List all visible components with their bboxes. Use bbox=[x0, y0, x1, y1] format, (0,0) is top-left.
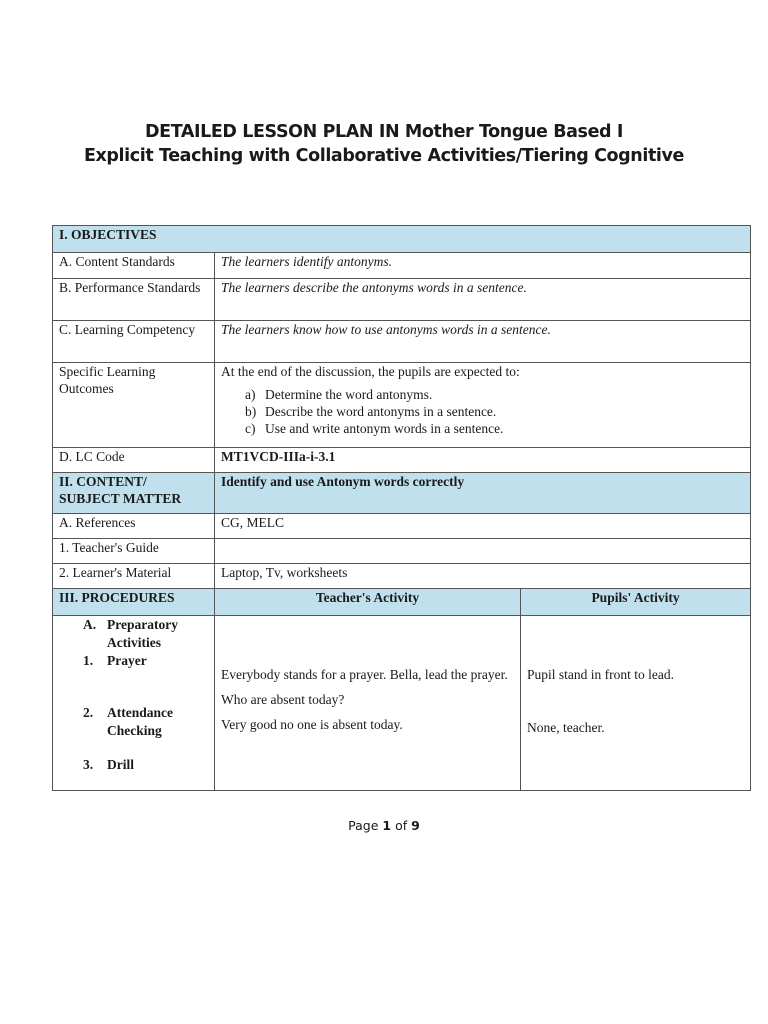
page-total: 9 bbox=[411, 818, 420, 833]
preparatory-activities-row bbox=[53, 616, 751, 791]
content-standards-value: The learners identify antonyms. bbox=[215, 253, 751, 279]
step-label: Prayer bbox=[107, 653, 147, 668]
references-row bbox=[53, 514, 751, 539]
pupil-activity-header: Pupils' Activity bbox=[521, 589, 751, 616]
teachers-guide-row bbox=[53, 539, 751, 564]
step-number: 1. bbox=[83, 653, 94, 668]
specific-outcomes-intro: At the end of the discussion, the pupils are expected to: bbox=[221, 364, 520, 379]
teacher-activity-text bbox=[221, 666, 514, 733]
content-header-row bbox=[53, 473, 751, 514]
outcome-item bbox=[245, 386, 744, 403]
pupil-prayer-text: Pupil stand in front to lead. bbox=[527, 667, 674, 682]
page-of: of bbox=[395, 818, 408, 833]
step-label: Drill bbox=[107, 757, 134, 772]
step-drill bbox=[83, 756, 208, 774]
performance-standards-value: The learners describe the antonyms words in a sentence. bbox=[215, 279, 751, 321]
step-label: Attendance Checking bbox=[107, 705, 173, 738]
page-current: 1 bbox=[382, 818, 392, 833]
outcome-marker: b) bbox=[245, 404, 257, 419]
learners-material-value: Laptop, Tv, worksheets bbox=[215, 564, 751, 589]
outcome-text: Use and write antonym words in a sentence. bbox=[265, 421, 504, 436]
pupil-absent-text: None, teacher. bbox=[527, 720, 605, 735]
objectives-header-row bbox=[53, 226, 751, 253]
learning-competency-row bbox=[53, 321, 751, 363]
teacher-prayer-text: Everybody stands for a prayer. Bella, lead the prayer. bbox=[221, 667, 508, 682]
page-number bbox=[0, 818, 768, 833]
lesson-plan-table bbox=[52, 225, 751, 791]
page-word: Page bbox=[348, 818, 379, 833]
lc-code-label: D. LC Code bbox=[53, 448, 215, 473]
pupil-activity-text bbox=[527, 666, 744, 736]
lc-code-row bbox=[53, 448, 751, 473]
learners-material-label: 2. Learner's Material bbox=[53, 564, 215, 589]
procedures-header: III. PROCEDURES bbox=[53, 589, 215, 616]
content-header: II. CONTENT/ SUBJECT MATTER bbox=[53, 473, 215, 514]
document-title bbox=[0, 120, 768, 168]
teachers-guide-label: 1. Teacher's Guide bbox=[53, 539, 215, 564]
step-number: 2. bbox=[83, 705, 94, 720]
objectives-header: I. OBJECTIVES bbox=[53, 226, 751, 253]
performance-standards-label: B. Performance Standards bbox=[53, 279, 215, 321]
specific-outcomes-row bbox=[53, 363, 751, 448]
references-label: A. References bbox=[53, 514, 215, 539]
outcome-marker: c) bbox=[245, 421, 256, 436]
outcome-text: Determine the word antonyms. bbox=[265, 387, 433, 402]
outcome-item bbox=[245, 403, 744, 420]
step-attendance bbox=[83, 704, 208, 740]
teacher-activity-header: Teacher's Activity bbox=[215, 589, 521, 616]
content-standards-label: A. Content Standards bbox=[53, 253, 215, 279]
prep-label: Preparatory Activities bbox=[107, 617, 178, 650]
learners-material-row bbox=[53, 564, 751, 589]
procedure-steps-cell bbox=[53, 616, 215, 791]
preparatory-activities-item bbox=[83, 616, 208, 652]
outcome-marker: a) bbox=[245, 387, 256, 402]
prep-marker: A. bbox=[83, 617, 97, 632]
lc-code-value: MT1VCD-IIIa-i-3.1 bbox=[215, 448, 751, 473]
content-topic: Identify and use Antonym words correctly bbox=[215, 473, 751, 514]
step-number: 3. bbox=[83, 757, 94, 772]
content-standards-row bbox=[53, 253, 751, 279]
teachers-guide-value bbox=[215, 539, 751, 564]
title-line-1: DETAILED LESSON PLAN IN Mother Tongue Based I bbox=[145, 122, 623, 142]
title-line-2: Explicit Teaching with Collaborative Activities/Tiering Cognitive bbox=[83, 146, 684, 166]
outcomes-list bbox=[221, 386, 744, 437]
outcome-item bbox=[245, 420, 744, 437]
teacher-activity-cell bbox=[215, 616, 521, 791]
procedure-list bbox=[59, 616, 208, 774]
specific-outcomes-label: Specific Learning Outcomes bbox=[53, 363, 215, 448]
teacher-absent-text: Who are absent today? bbox=[221, 692, 345, 707]
teacher-good-text: Very good no one is absent today. bbox=[221, 717, 403, 732]
learning-competency-label: C. Learning Competency bbox=[53, 321, 215, 363]
pupil-activity-cell bbox=[521, 616, 751, 791]
outcome-text: Describe the word antonyms in a sentence. bbox=[265, 404, 497, 419]
performance-standards-row bbox=[53, 279, 751, 321]
procedures-header-row bbox=[53, 589, 751, 616]
references-value: CG, MELC bbox=[215, 514, 751, 539]
specific-outcomes-cell bbox=[215, 363, 751, 448]
learning-competency-value: The learners know how to use antonyms words in a sentence. bbox=[215, 321, 751, 363]
step-prayer bbox=[83, 652, 208, 670]
